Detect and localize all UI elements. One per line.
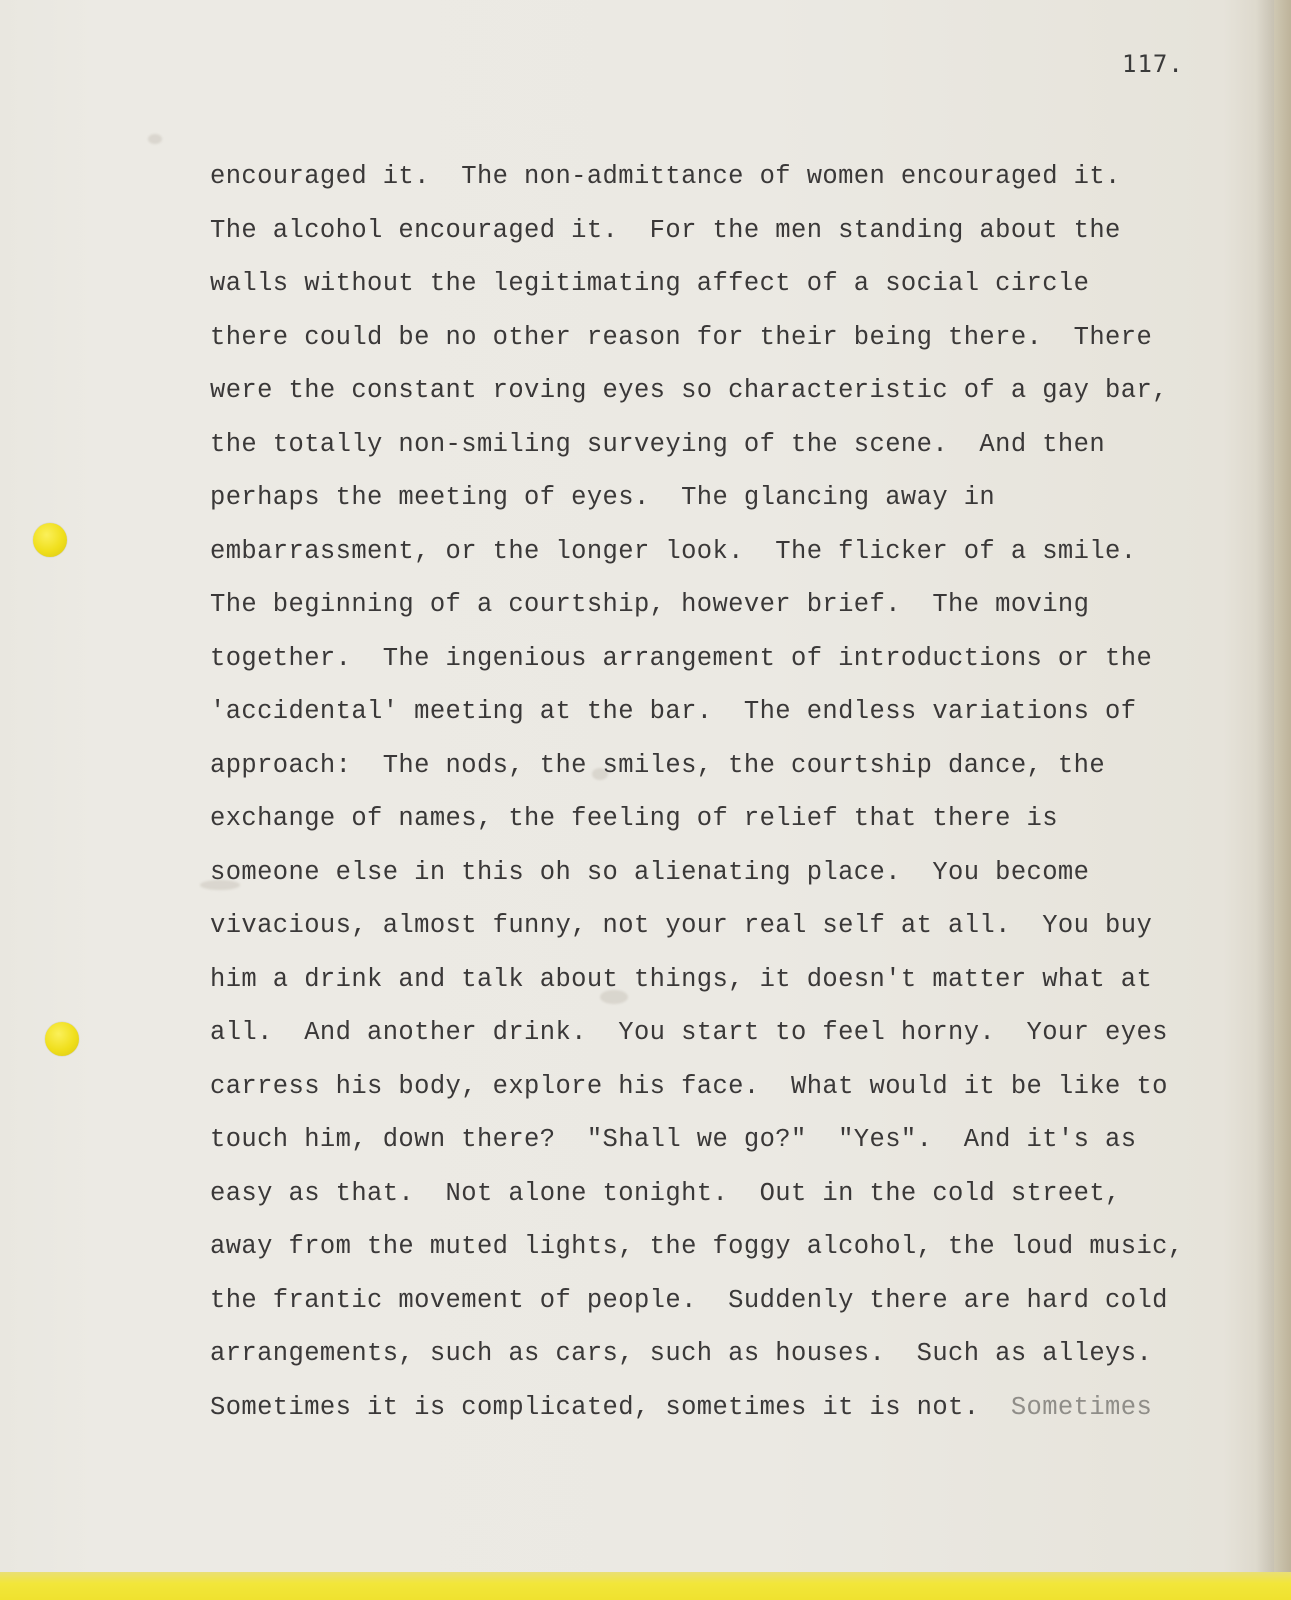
text-line: together. The ingenious arrangement of introductions or the [210,643,1153,673]
text-line: were the constant roving eyes so characteristic of a gay bar, [210,376,1168,405]
text-line: all. And another drink. You start to feel horny. Your eyes [210,1018,1168,1047]
text-line: walls without the legitimating affect of a social circle [210,269,1090,298]
text-line: touch him, down there? "Shall we go?" "Yes". And it's as [210,1125,1137,1154]
body-text [210,150,1210,1434]
text-line-last [210,1381,1210,1435]
text-line: the totally non-smiling surveying of the scene. And then [210,429,1106,459]
text-line: him a drink and talk about things, it doesn't matter what at [210,964,1153,994]
text-line: embarrassment, or the longer look. The flicker of a smile. [210,536,1137,566]
text-line: carress his body, explore his face. What would it be like to [210,1071,1168,1101]
text-line: The beginning of a courtship, however brief. The moving [210,590,1090,619]
text-line: perhaps the meeting of eyes. The glancing away in [210,483,996,512]
text-line-faint-tail: Sometimes [979,1392,1153,1422]
binder-hole [33,523,67,557]
paper-smudge [148,134,162,144]
page-edge-shadow [1274,0,1291,1572]
yellow-backing-strip [0,1572,1291,1600]
text-line: 'accidental' meeting at the bar. The endless variations of [210,697,1137,726]
page-number: 117. [1122,50,1184,78]
binder-hole [45,1022,79,1056]
text-line: approach: The nods, the smiles, the courtship dance, the [210,750,1106,780]
text-line: The alcohol encouraged it. For the men standing about the [210,215,1121,245]
text-line: easy as that. Not alone tonight. Out in the cold street, [210,1178,1121,1208]
text-line: encouraged it. The non-admittance of women encouraged it. [210,162,1121,191]
text-line: exchange of names, the feeling of relief that there is [210,804,1058,833]
text-line: arrangements, such as cars, such as houses. Such as alleys. [210,1339,1153,1368]
text-line: someone else in this oh so alienating place. You become [210,857,1090,887]
text-line: the frantic movement of people. Suddenly there are hard cold [210,1285,1168,1315]
text-line: there could be no other reason for their being there. There [210,322,1153,352]
text-line-main: Sometimes it is complicated, sometimes it is not. [210,1392,980,1422]
text-line: away from the muted lights, the foggy alcohol, the loud music, [210,1232,1184,1261]
text-line: vivacious, almost funny, not your real self at all. You buy [210,911,1153,940]
